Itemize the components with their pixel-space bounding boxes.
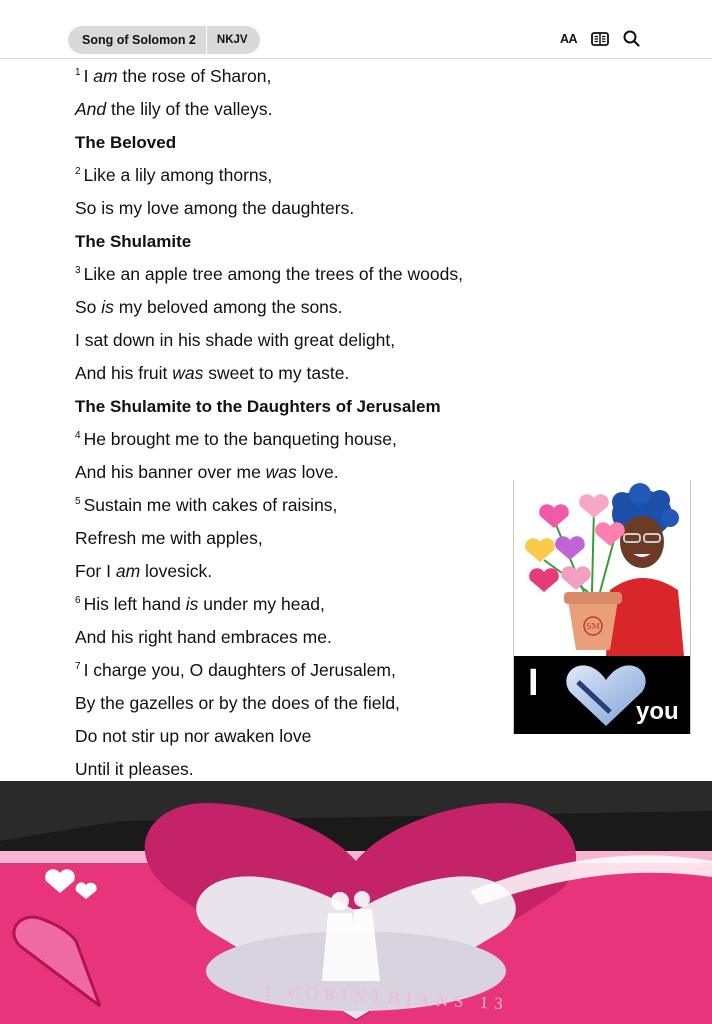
text-size-icon[interactable]: AA: [559, 31, 577, 46]
verse-number: 2: [75, 166, 81, 178]
verse-text: under my head,: [198, 594, 325, 614]
reader-header: [0, 0, 712, 59]
italic-word: is: [101, 297, 114, 317]
verse-text: Refresh me with apples,: [75, 528, 263, 548]
verse-line: [75, 522, 515, 555]
verse-line: [75, 588, 515, 621]
verse-text: Until it pleases.: [75, 759, 194, 779]
italic-word: is: [185, 594, 199, 614]
header-tools: [560, 30, 640, 47]
verse-number: 4: [75, 430, 81, 442]
italic-word: am: [93, 66, 118, 86]
verse-line: [75, 687, 515, 720]
verse-text: So: [75, 297, 102, 317]
caption-you: you: [636, 698, 679, 725]
verse-text: I charge you, O daughters of Jerusalem,: [83, 660, 396, 680]
section-heading: The Shulamite: [75, 232, 192, 251]
caption-i: I: [528, 662, 539, 704]
verse-line: [75, 357, 515, 390]
verse-text: So is my love among the daughters.: [75, 198, 355, 218]
verse-number: 1: [75, 67, 81, 79]
verse-text: lovesick.: [140, 561, 213, 581]
verse-text: sweet to my taste.: [203, 363, 350, 383]
verse-text: I: [83, 66, 94, 86]
verse-text: And his banner over me: [75, 462, 266, 482]
verse-text: His left hand: [83, 594, 186, 614]
verse-text: the rose of Sharon,: [117, 66, 272, 86]
verse-line: [75, 324, 515, 357]
verse-text: Sustain me with cakes of raisins,: [83, 495, 338, 515]
italic-word: am: [115, 561, 141, 581]
pot-label: SM: [586, 622, 600, 631]
verse-line: [75, 555, 515, 588]
verse-number: 3: [75, 265, 81, 277]
verse-text: Like a lily among thorns,: [83, 165, 273, 185]
verse-text: the lily of the valleys.: [106, 99, 273, 119]
verse-line: [75, 489, 515, 522]
verse-text: And his fruit: [75, 363, 173, 383]
section-heading: The Shulamite to the Daughters of Jerusalem: [75, 397, 441, 416]
version-selector[interactable]: NKJV: [216, 34, 248, 46]
hearts-bouquet-illustration: [514, 480, 690, 656]
verse-text: He brought me to the banqueting house,: [83, 429, 397, 449]
verse-line: [75, 291, 515, 324]
verse-line: [75, 93, 515, 126]
love-sticker-image: [513, 480, 691, 734]
book-layout-icon[interactable]: [591, 32, 609, 46]
verse-number: 6: [75, 595, 81, 607]
verse-text: By the gazelles or by the does of the field,: [75, 693, 400, 713]
section-heading: The Beloved: [75, 133, 177, 152]
verse-line: [75, 60, 515, 93]
verse-line: [75, 456, 515, 489]
chapter-selector[interactable]: Song of Solomon 2: [82, 33, 196, 47]
verse-number: 5: [75, 496, 81, 508]
italic-word: was: [265, 462, 297, 482]
verse-text: my beloved among the sons.: [113, 297, 343, 317]
italic-word: was: [172, 363, 204, 383]
corinthians-heart-banner: [0, 781, 712, 1024]
verse-line: [75, 423, 515, 456]
verse-line: [75, 621, 515, 654]
verse-text: I sat down in his shade with great delight,: [75, 330, 396, 350]
verse-number: 7: [75, 661, 81, 673]
verse-line: [75, 159, 515, 192]
search-icon[interactable]: [623, 30, 640, 47]
verse-line: [75, 654, 515, 687]
verse-text: Like an apple tree among the trees of the woods,: [83, 264, 463, 284]
verse-line: [75, 720, 515, 753]
verse-line: [75, 192, 515, 225]
chapter-version-selector[interactable]: [68, 26, 260, 54]
verse-text: And his right hand embraces me.: [75, 627, 332, 647]
chapter-text: [75, 60, 515, 786]
italic-word: And: [75, 99, 107, 119]
i-love-you-caption: [514, 656, 690, 734]
banner-caption: 1 CORINTHIANS 13: [263, 981, 510, 1014]
verse-text: For I: [75, 561, 116, 581]
verse-text: Do not stir up nor awaken love: [75, 726, 312, 746]
verse-line: [75, 258, 515, 291]
verse-text: love.: [296, 462, 339, 482]
